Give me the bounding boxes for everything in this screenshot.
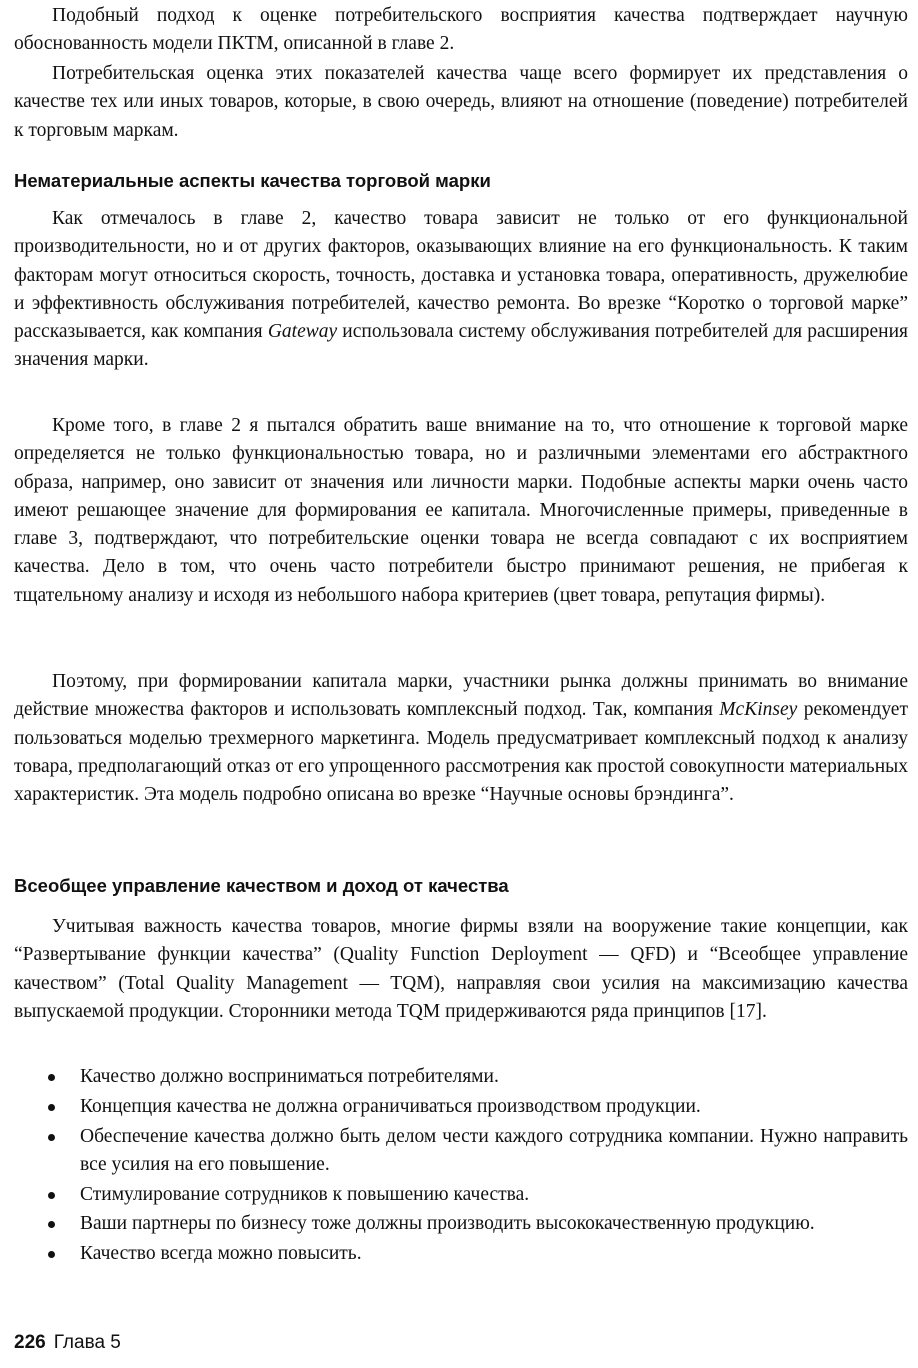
intro-paragraph-1: Подобный подход к оценке потребительского восприятия качества подтверждает научную обоснованность модели ПКТМ, описанной в главе 2. <box>14 5 908 55</box>
list-item-text: Качество должно восприниматься потребителями. <box>80 1066 499 1087</box>
bullet-icon <box>48 1221 55 1228</box>
list-item-text: Концепция качества не должна ограничиваться производством продукции. <box>80 1095 701 1117</box>
list-item <box>14 1093 908 1121</box>
section1-paragraph-2: Кроме того, в главе 2 я пытался обратить ваше внимание на то, что отношение к торговой марке определяется не только функциональностью товара, но и различными элементами его абстрактного образа, например, оно зависит от значения или личности марки. Подобные аспекты марки очень часто имеют решающее значение для формирования ее капитала. Многочисленные примеры, приведенные в главе 3, подтверждают, что потребительские оценки товара не всегда совпадают с их восприятием качества. Дело в том, что очень часто потребители быстро принимают решения, не прибегая к тщательному анализу и исходя из небольшого набора критериев (цвет товара, репутация фирмы). <box>14 415 908 606</box>
section-heading-tqm: Всеобщее управление качеством и доход от качества <box>14 875 509 896</box>
section2-paragraph-1: Учитывая важность качества товаров, многие фирмы взяли на вооружение такие концепции, как “Развертывание функции качества” (Quality Function Deployment — QFD) и “Всеобщее управление качеством” (Total Quality Management — TQM), направляя свои усилия на максимизацию качества выпускаемой продукции. Сторонники метода TQM придерживаются ряда принципов [17]. <box>14 916 908 1022</box>
section1-p1-text-before: Как отмечалось в главе 2, качество товара зависит не только от его функциональной производительности, но и от других факторов, оказывающих влияние на его функциональность. К таким факторам могут относиться скорость, точность, доставка и установка товара, оперативность, дружелюбие и эффективность обслуживания потребителей, качество ремонта. Во врезке “Коротко о торговой марке” рассказывается, как компания <box>14 208 908 343</box>
list-item <box>14 1210 908 1238</box>
intro-paragraph-2: Потребительская оценка этих показателей качества чаще всего формирует их представления о качестве тех или иных товаров, которые, в свою очередь, влияют на отношение (поведение) потребителей к торговым маркам. <box>14 63 908 141</box>
list-item-text: Стимулирование сотрудников к повышению качества. <box>80 1183 530 1205</box>
bullet-icon <box>48 1104 55 1111</box>
list-item <box>14 1123 908 1180</box>
bullet-icon <box>48 1134 55 1141</box>
bullet-icon <box>48 1192 55 1199</box>
list-item-text: Качество всегда можно повысить. <box>80 1243 362 1265</box>
bullet-icon <box>48 1074 55 1081</box>
bullet-icon <box>48 1251 55 1258</box>
list-item <box>14 1063 908 1091</box>
company-name-gateway: Gateway <box>267 321 338 343</box>
company-name-mckinsey: McKinsey <box>719 699 798 721</box>
section1-p3-text-before: Поэтому, при формировании капитала марки, участники рынка должны принимать во внимание действие множества факторов и использовать комплексный подход. Так, компания <box>14 671 908 721</box>
list-item <box>14 1181 908 1209</box>
section1-p1-text-after: использовала систему обслуживания потребителей для расширения значения марки. <box>14 321 908 371</box>
section-heading-intangible-aspects: Нематериальные аспекты качества торговой марки <box>14 170 491 191</box>
list-item-text: Ваши партнеры по бизнесу тоже должны производить высококачественную продукцию. <box>80 1213 815 1235</box>
page-number: 226 <box>14 1332 46 1353</box>
page-footer <box>14 1330 121 1356</box>
section1-paragraph-3 <box>14 668 908 809</box>
list-item-text: Обеспечение качества должно быть делом чести каждого сотрудника компании. Нужно направить все усилия на его повышение. <box>80 1125 908 1175</box>
list-item <box>14 1240 908 1268</box>
chapter-label: Глава 5 <box>53 1332 121 1353</box>
section1-paragraph-1 <box>14 205 908 375</box>
tqm-principles-list <box>14 1063 908 1269</box>
section1-p3-text-after: рекомендует пользоваться моделью трехмерного маркетинга. Модель предусматривает комплексный подход к анализу товара, предполагающий отказ от его упрощенного рассмотрения как простой совокупности материальных характеристик. Эта модель подробно описана во врезке “Научные основы брэндинга”. <box>14 699 908 806</box>
